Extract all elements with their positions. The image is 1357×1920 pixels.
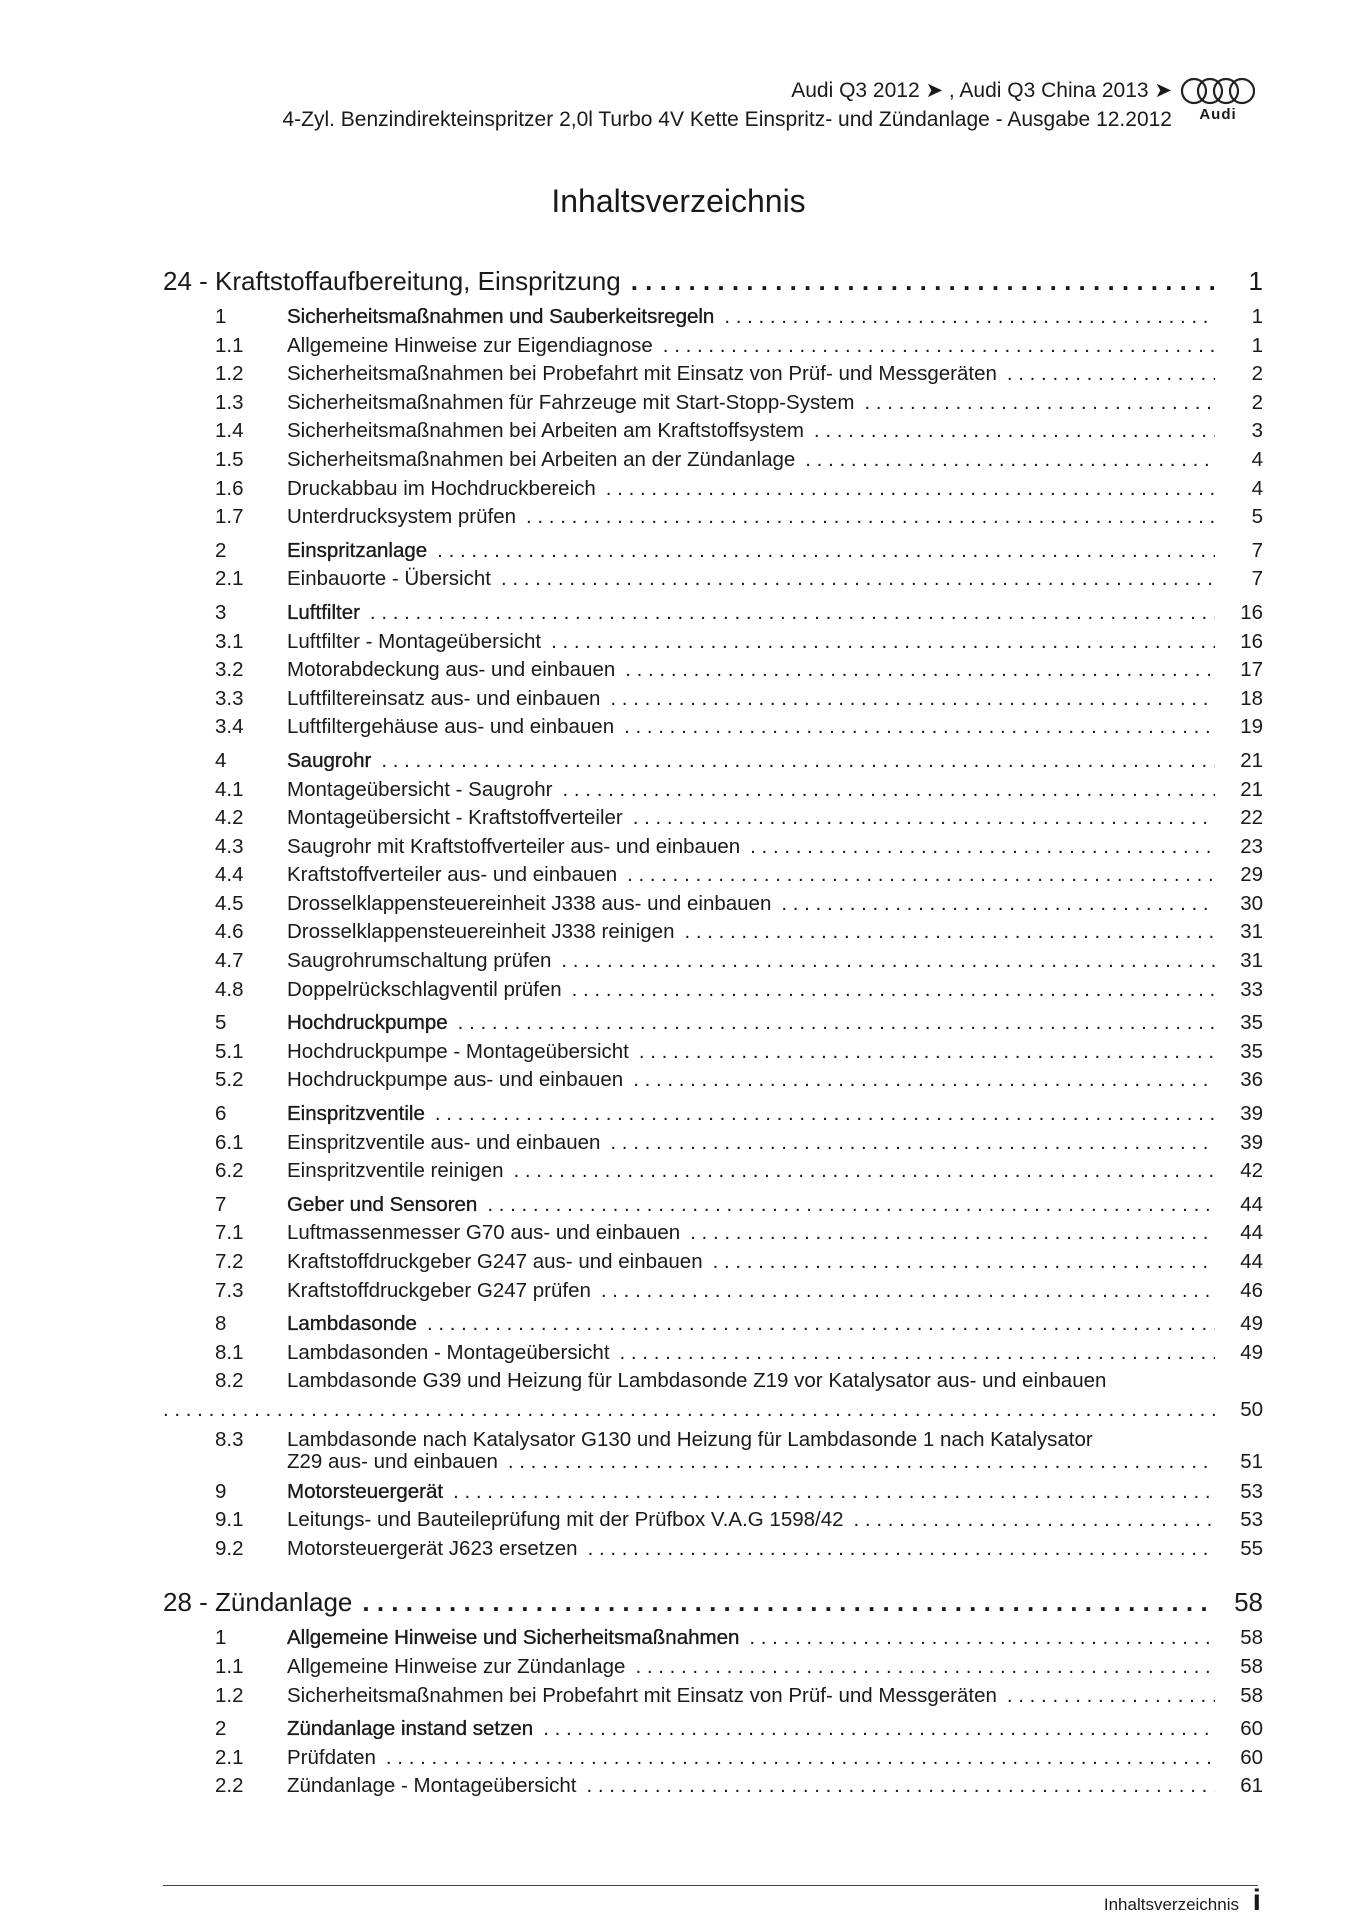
toc-entry-title: Druckabbau im Hochdruckbereich [287, 476, 596, 500]
toc-entry-number: 3.1 [215, 629, 244, 653]
toc-entry-title: Motorabdeckung aus- und einbauen [287, 658, 616, 682]
toc-entry-title: Zündanlage - Montageübersicht [287, 1774, 577, 1798]
toc-entry[interactable] [163, 1277, 1263, 1306]
toc-entry-number: 6 [215, 1102, 227, 1126]
toc-leader-dots [487, 1191, 1215, 1220]
toc-entry[interactable] [163, 861, 1263, 890]
audi-logo [1179, 76, 1257, 123]
toc-entry-number: 2.2 [215, 1774, 244, 1798]
toc-entry-number: 1.4 [215, 419, 244, 443]
toc-leader-dots [427, 1310, 1215, 1339]
toc-entry-page: 4 [1251, 447, 1263, 471]
toc-entry-page: 17 [1240, 658, 1263, 682]
toc-entry-number: 2 [215, 1717, 227, 1741]
toc-entry-number: 1.5 [215, 447, 244, 471]
toc-entry-page: 58 [1240, 1654, 1263, 1678]
toc-entry[interactable] [163, 713, 1263, 742]
toc-entry-page: 16 [1240, 629, 1263, 653]
toc-entry-number: 8 [215, 1312, 227, 1336]
toc-entry-page: 44 [1240, 1250, 1263, 1273]
toc-entry-title: Lambdasonde nach Katalysator G130 und Heizung für Lambdasonde 1 nach Katalysator [287, 1427, 1093, 1451]
toc-entry-number: 1 [215, 1626, 227, 1650]
toc-leader-dots [684, 918, 1215, 947]
toc-entry-page: 22 [1240, 806, 1263, 830]
toc-leader-dots [633, 804, 1215, 833]
toc-indent [163, 1451, 287, 1473]
toc-entry[interactable] [163, 1624, 1263, 1653]
toc-leader-dots [437, 537, 1215, 566]
toc-entry[interactable] [163, 918, 1263, 947]
toc-entry-page: 1 [1251, 333, 1263, 357]
toc-entry-number: 3 [215, 600, 227, 624]
toc-entry-number: 1.1 [215, 333, 244, 357]
toc-entry-number: 1.6 [215, 476, 244, 500]
toc-entry[interactable] [163, 1653, 1263, 1682]
toc-entry-page: 5 [1251, 505, 1263, 529]
toc-entry[interactable] [163, 475, 1263, 504]
toc-entry-page: 53 [1240, 1508, 1263, 1532]
toc-entry-title: Saugrohr [287, 748, 372, 772]
toc-entry[interactable] [163, 565, 1263, 594]
toc-entry-title: Luftmassenmesser G70 aus- und einbauen [287, 1221, 681, 1245]
toc-leader-dots [610, 685, 1215, 714]
toc-entry-page: 1 [1248, 266, 1263, 296]
toc-entry-title: Allgemeine Hinweise und Sicherheitsmaßnahmen [287, 1626, 740, 1650]
toc-leader-dots [572, 976, 1215, 1005]
toc-entry-title: Luftfilter [287, 600, 360, 624]
toc-entry-page: 30 [1240, 891, 1263, 915]
toc-entry[interactable] [163, 1585, 1263, 1619]
toc-entry-page: 31 [1240, 949, 1263, 973]
toc-leader-dots [724, 303, 1215, 332]
toc-entry-number: 3.4 [215, 715, 244, 739]
toc-leader-dots [435, 1100, 1215, 1129]
toc-entry[interactable] [163, 503, 1263, 532]
toc-entry-title: Einspritzventile reinigen [287, 1159, 504, 1183]
toc-entry-page: 1 [1251, 305, 1263, 328]
toc-entry-page: 53 [1240, 1479, 1263, 1503]
toc-leader-dots [563, 776, 1215, 805]
toc-leader-dots [501, 565, 1215, 594]
toc-entry-title: Luftfilter - Montageübersicht [287, 629, 542, 653]
toc-leader-dots [514, 1157, 1215, 1186]
toc-leader-dots [781, 890, 1215, 919]
toc-leader-dots [633, 1066, 1215, 1095]
toc-entry-number: 2.1 [215, 567, 244, 591]
toc-entry[interactable] [163, 1191, 1263, 1220]
toc-entry[interactable] [163, 1100, 1263, 1129]
toc-entry[interactable] [163, 303, 1263, 332]
toc-leader-dots [1007, 1682, 1215, 1711]
toc-entry-title: Lambdasonden - Montageübersicht [287, 1340, 610, 1364]
toc-entry-title: Hochdruckpumpe [287, 1011, 448, 1035]
toc-entry-title: Sicherheitsmaßnahmen und Sauberkeitsregeln [287, 305, 715, 328]
toc-leader-dots [749, 1624, 1215, 1653]
toc-leader-dots [610, 1129, 1215, 1158]
toc-entry-page: 60 [1240, 1745, 1263, 1769]
toc-entry-page: 58 [1240, 1683, 1263, 1707]
toc-entry-title: Motorsteuergerät [287, 1479, 444, 1503]
toc-entry-title: Geber und Sensoren [287, 1192, 478, 1216]
toc-entry-page: 58 [1234, 1587, 1263, 1618]
footer-label: Inhaltsverzeichnis [1103, 1895, 1239, 1914]
toc-entry-title: Kraftstoffdruckgeber G247 aus- und einbauen [287, 1250, 703, 1273]
toc-entry-title: 24 - Kraftstoffaufbereitung, Einspritzung [163, 266, 621, 296]
toc-entry[interactable] [163, 332, 1263, 361]
toc-entry-title: Sicherheitsmaßnahmen bei Arbeiten am Kraftstoffsystem [287, 419, 804, 443]
toc-entry-number: 8.2 [215, 1369, 244, 1393]
toc-entry[interactable] [163, 599, 1263, 628]
toc-entry-number: 4 [215, 748, 227, 772]
toc-leader-dots [631, 264, 1215, 298]
toc-leader-dots [805, 446, 1215, 475]
toc-entry-number: 4.7 [215, 949, 244, 973]
footer-page-number: i [1252, 1884, 1261, 1917]
toc-entry-title: Saugrohrumschaltung prüfen [287, 949, 552, 973]
toc-entry-number: 7.1 [215, 1221, 244, 1245]
toc-entry-number: 4.3 [215, 834, 244, 858]
toc-leader-dots [362, 1585, 1215, 1619]
toc-entry-page: 39 [1240, 1102, 1263, 1126]
toc-entry-page: 35 [1240, 1039, 1263, 1063]
toc-entry-number: 3.3 [215, 686, 244, 710]
toc-entry-number: 6.2 [215, 1159, 244, 1183]
toc-leader-dots [627, 861, 1215, 890]
toc-entry-number: 9.1 [215, 1508, 244, 1532]
toc-entry-title: Motorsteuergerät J623 ersetzen [287, 1536, 578, 1560]
footer-divider [163, 1885, 1258, 1886]
toc-entry-number: 9 [215, 1479, 227, 1503]
toc-entry[interactable] [163, 1744, 1263, 1773]
toc-entry-page: 49 [1240, 1340, 1263, 1364]
toc-entry[interactable] [163, 1682, 1263, 1711]
toc-entry-title-continued: Z29 aus- und einbauen [287, 1449, 498, 1473]
toc-leader-dots [543, 1715, 1215, 1744]
toc-leader-dots [386, 1744, 1215, 1773]
toc-entry-number: 7.3 [215, 1278, 244, 1302]
toc-entry-number: 4.4 [215, 863, 244, 887]
toc-entry[interactable] [163, 685, 1263, 714]
toc-entry[interactable] [163, 417, 1263, 446]
toc-entry-page: 46 [1240, 1278, 1263, 1302]
toc-entry[interactable] [163, 1009, 1263, 1038]
toc-entry-page: 60 [1240, 1717, 1263, 1741]
toc-leader-dots [620, 1339, 1215, 1368]
toc-entry-title: Kraftstoffdruckgeber G247 prüfen [287, 1278, 591, 1302]
toc-entry-page: 44 [1240, 1221, 1263, 1245]
toc-leader-dots [526, 503, 1215, 532]
toc-entry[interactable] [163, 776, 1263, 805]
toc-leader-dots [163, 1396, 1215, 1425]
toc-entry-title: Einbauorte - Übersicht [287, 567, 491, 591]
toc-entry-title: Drosselklappensteuereinheit J338 reinigen [287, 920, 675, 944]
toc-entry-page: 21 [1240, 777, 1263, 801]
toc-entry-page: 44 [1240, 1192, 1263, 1216]
toc-leader-dots [814, 417, 1215, 446]
toc-entry-page: 16 [1240, 600, 1263, 624]
toc-entry-number: 1.7 [215, 505, 244, 529]
toc-entry-number: 6.1 [215, 1130, 244, 1154]
toc-entry-page: 39 [1240, 1130, 1263, 1154]
toc-leader-dots [854, 1506, 1215, 1535]
toc-entry-title: Luftfiltereinsatz aus- und einbauen [287, 686, 601, 710]
toc-entry[interactable] [163, 1310, 1263, 1339]
page-title: Inhaltsverzeichnis [551, 183, 806, 219]
toc-entry[interactable] [163, 537, 1263, 566]
toc-entry-number: 4.2 [215, 806, 244, 830]
toc-entry-title: Unterdrucksystem prüfen [287, 505, 517, 529]
toc-entry-page: 18 [1240, 686, 1263, 710]
toc-entry-number: 3.2 [215, 658, 244, 682]
toc-entry[interactable] [163, 804, 1263, 833]
toc-entry[interactable] [163, 1038, 1263, 1067]
toc-entry-page: 55 [1240, 1536, 1263, 1560]
toc-entry-title: Saugrohr mit Kraftstoffverteiler aus- und einbauen [287, 834, 741, 858]
toc-entry-number: 4.1 [215, 777, 244, 801]
header-subtitle: 4-Zyl. Benzindirekteinspritzer 2,0l Turbo 4V Kette Einspritz- und Zündanlage - Ausgabe 12.2012 [282, 108, 1172, 131]
toc-entry-page: 19 [1240, 715, 1263, 739]
toc-entry-number: 9.2 [215, 1536, 244, 1560]
toc-entry-page: 42 [1240, 1159, 1263, 1183]
toc-entry[interactable] [163, 1367, 1263, 1424]
toc-leader-dots [624, 713, 1215, 742]
audi-logo-text: Audi [1199, 106, 1237, 123]
toc-entry-number: 1.2 [215, 1683, 244, 1707]
toc-leader-dots [508, 1451, 1215, 1473]
toc-leader-dots [639, 1038, 1215, 1067]
toc-entry-title: Sicherheitsmaßnahmen für Fahrzeuge mit Start-Stopp-System [287, 390, 855, 414]
toc-entry-title: Doppelrückschlagventil prüfen [287, 977, 562, 1001]
toc-entry-page: 2 [1251, 362, 1263, 386]
toc-entry-title: Zündanlage instand setzen [287, 1717, 534, 1741]
toc-entry-page: 29 [1240, 863, 1263, 887]
toc-entry-page: 33 [1240, 977, 1263, 1001]
toc-leader-dots [635, 1653, 1215, 1682]
toc-entry[interactable] [163, 1772, 1263, 1801]
toc-entry-title: Einspritzventile [287, 1102, 425, 1126]
toc-leader-dots [586, 1772, 1215, 1801]
toc-entry-title: Allgemeine Hinweise zur Zündanlage [287, 1654, 626, 1678]
toc-entry-page: 61 [1240, 1774, 1263, 1798]
toc-entry-number: 1.3 [215, 390, 244, 414]
toc-entry[interactable] [163, 833, 1263, 862]
toc-entry-page: 49 [1240, 1312, 1263, 1336]
toc-entry-number: 4.6 [215, 920, 244, 944]
toc-entry-title: Drosselklappensteuereinheit J338 aus- und einbauen [287, 891, 772, 915]
toc-entry-number: 2.1 [215, 1745, 244, 1769]
toc-entry-title: Kraftstoffverteiler aus- und einbauen [287, 863, 618, 887]
audi-rings-icon [1179, 76, 1257, 106]
toc-entry[interactable] [163, 1339, 1263, 1368]
toc-entry[interactable] [163, 1535, 1263, 1564]
toc-entry[interactable] [163, 747, 1263, 776]
toc-entry-title: Montageübersicht - Saugrohr [287, 777, 553, 801]
toc-entry-number: 8.1 [215, 1340, 244, 1364]
header-models: Audi Q3 2012 ➤ , Audi Q3 China 2013 ➤ [791, 79, 1172, 102]
toc-entry-page: 50 [1240, 1397, 1263, 1421]
toc-entry-number: 1 [215, 305, 227, 328]
toc-leader-dots [551, 628, 1215, 657]
toc-entry-number: 7.2 [215, 1250, 244, 1273]
toc-entry[interactable] [163, 628, 1263, 657]
toc-leader-dots [625, 656, 1215, 685]
toc-entry[interactable] [163, 1129, 1263, 1158]
toc-entry-number: 7 [215, 1192, 227, 1216]
toc-entry[interactable] [163, 1219, 1263, 1248]
toc-leader-dots [1007, 360, 1215, 389]
toc-entry[interactable] [163, 947, 1263, 976]
toc-entry-number: 2 [215, 538, 227, 562]
toc-entry-page: 7 [1251, 567, 1263, 591]
toc-entry-title: Lambdasonde [287, 1312, 417, 1336]
toc-entry-page: 23 [1240, 834, 1263, 858]
toc-entry-title: Leitungs- und Bauteileprüfung mit der Prüfbox V.A.G 1598/42 [287, 1508, 844, 1532]
toc-entry-number: 5.1 [215, 1039, 244, 1063]
toc-entry-page: 7 [1251, 538, 1263, 562]
toc-leader-dots [561, 947, 1215, 976]
toc-entry[interactable] [163, 1248, 1263, 1277]
toc-entry-number: 5.2 [215, 1068, 244, 1092]
toc-entry-number: 1.1 [215, 1654, 244, 1678]
toc-leader-dots [663, 332, 1215, 361]
toc-entry-number: 1.2 [215, 362, 244, 386]
toc-entry-title: Hochdruckpumpe aus- und einbauen [287, 1068, 624, 1092]
toc-entry-title: Montageübersicht - Kraftstoffverteiler [287, 806, 623, 830]
toc-entry[interactable] [163, 976, 1263, 1005]
toc-entry-title: Prüfdaten [287, 1745, 376, 1769]
table-of-contents [163, 264, 1263, 1801]
toc-entry-title: Luftfiltergehäuse aus- und einbauen [287, 715, 615, 739]
toc-entry[interactable] [163, 446, 1263, 475]
toc-entry[interactable] [163, 1157, 1263, 1186]
toc-leader-dots [713, 1248, 1215, 1277]
toc-entry[interactable] [163, 656, 1263, 685]
toc-entry-title: Einspritzventile aus- und einbauen [287, 1130, 601, 1154]
toc-entry[interactable] [163, 890, 1263, 919]
toc-entry-page: 35 [1240, 1011, 1263, 1035]
toc-leader-dots [458, 1009, 1215, 1038]
toc-entry-title: Hochdruckpumpe - Montageübersicht [287, 1039, 629, 1063]
toc-entry-title: Sicherheitsmaßnahmen bei Probefahrt mit Einsatz von Prüf- und Messgeräten [287, 362, 997, 386]
toc-entry[interactable] [163, 360, 1263, 389]
toc-entry-number: 4.8 [215, 977, 244, 1001]
toc-leader-dots [750, 833, 1215, 862]
toc-leader-dots [690, 1219, 1215, 1248]
toc-leader-dots [606, 475, 1215, 504]
toc-entry-title: Allgemeine Hinweise zur Eigendiagnose [287, 333, 653, 357]
toc-entry-title: Sicherheitsmaßnahmen bei Probefahrt mit Einsatz von Prüf- und Messgeräten [287, 1683, 997, 1707]
toc-entry-page: 51 [1240, 1449, 1263, 1473]
toc-entry-title: Einspritzanlage [287, 538, 428, 562]
toc-leader-dots [381, 747, 1215, 776]
toc-entry-page: 58 [1240, 1626, 1263, 1650]
toc-entry-number: 8.3 [215, 1427, 244, 1451]
toc-entry[interactable] [163, 1506, 1263, 1535]
toc-entry[interactable] [163, 389, 1263, 418]
toc-entry-page: 3 [1251, 419, 1263, 443]
toc-leader-dots [453, 1478, 1215, 1507]
toc-entry-number: 5 [215, 1011, 227, 1035]
toc-entry[interactable] [163, 264, 1263, 298]
toc-entry-page: 31 [1240, 920, 1263, 944]
toc-entry-page: 4 [1251, 476, 1263, 500]
toc-entry-number: 4.5 [215, 891, 244, 915]
toc-entry[interactable] [163, 1715, 1263, 1744]
toc-entry[interactable] [163, 1429, 1263, 1473]
toc-entry-title: Lambdasonde G39 und Heizung für Lambdasonde Z19 vor Katalysator aus- und einbauen [287, 1369, 1107, 1393]
toc-leader-dots [864, 389, 1215, 418]
toc-entry-title: 28 - Zündanlage [163, 1587, 353, 1618]
toc-leader-dots [588, 1535, 1215, 1564]
toc-entry-page: 2 [1251, 390, 1263, 414]
toc-entry[interactable] [163, 1066, 1263, 1095]
toc-leader-dots [601, 1277, 1215, 1306]
toc-entry[interactable] [163, 1478, 1263, 1507]
toc-leader-dots [370, 599, 1215, 628]
toc-entry-page: 36 [1240, 1068, 1263, 1092]
toc-entry-page: 21 [1240, 748, 1263, 772]
toc-entry-title: Sicherheitsmaßnahmen bei Arbeiten an der Zündanlage [287, 447, 796, 471]
